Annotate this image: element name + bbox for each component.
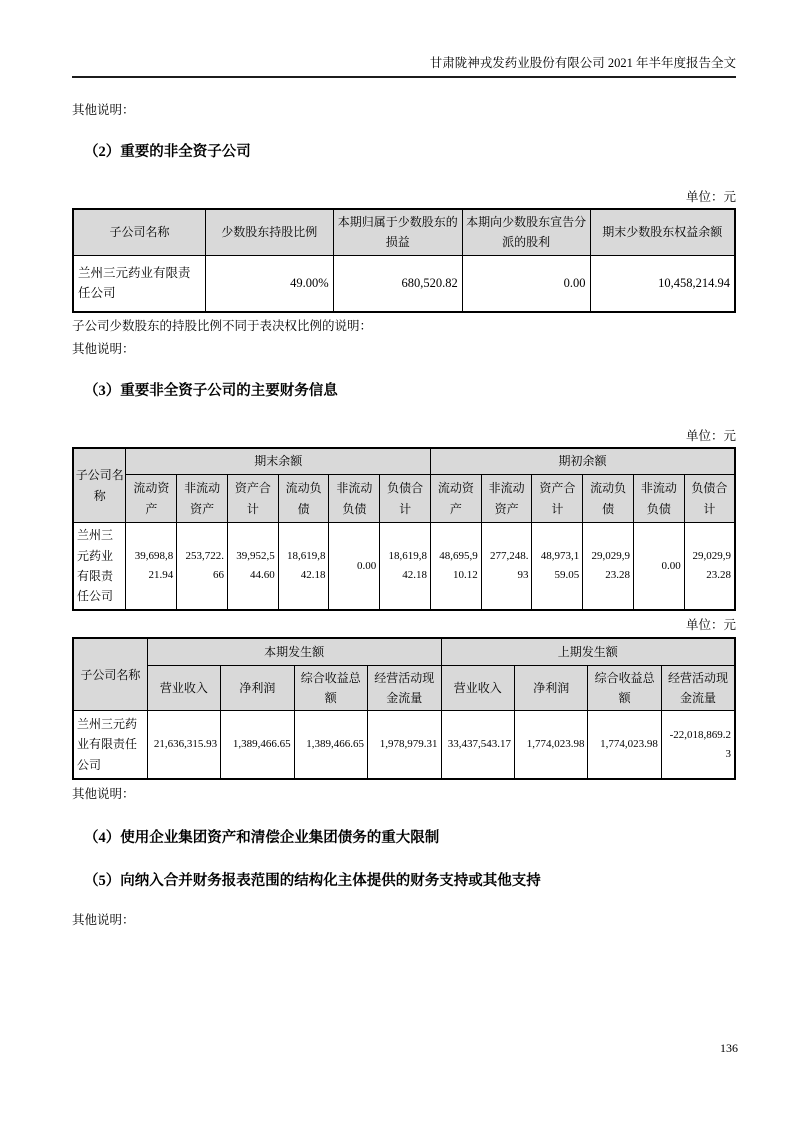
- table3-header-operating-cash-flow-current: 经营活动现金流量: [368, 665, 441, 711]
- table3-cell-net-profit-current: 1,389,466.65: [221, 711, 294, 779]
- table2-header-total-liabilities-end: 负债合计: [380, 475, 431, 523]
- other-note-top: 其他说明：: [72, 103, 135, 118]
- table3-header-net-profit-current: 净利润: [221, 665, 294, 711]
- table1-header-profit-loss: 本期归属于少数股东的损益: [333, 209, 462, 255]
- heading-section-3: （3）重要非全资子公司的主要财务信息: [84, 382, 338, 399]
- table1-header-subsidiary-name: 子公司名称: [73, 209, 205, 255]
- table-important-non-wholly-owned-subsidiaries: [72, 208, 736, 313]
- table1-header-equity-balance: 期末少数股东权益余额: [590, 209, 735, 255]
- table3-header-total-comprehensive-income-current: 综合收益总额: [294, 665, 367, 711]
- table2-cell-name: 兰州三元药业有限责任公司: [73, 523, 126, 610]
- table3-subheader-row: [73, 665, 735, 711]
- table1-cell-ratio: 49.00%: [205, 255, 333, 312]
- table2-cell-current-assets-end: 39,698,821.94: [126, 523, 177, 610]
- page-number: 136: [720, 1041, 738, 1055]
- table2-cell-current-assets-begin: 48,695,910.12: [430, 523, 481, 610]
- table2-header-noncurrent-liabilities-begin: 非流动负债: [633, 475, 684, 523]
- document-header: [72, 55, 736, 78]
- table1-header-dividends: 本期向少数股东宣告分派的股利: [462, 209, 590, 255]
- unit-label-1: 单位：元: [685, 189, 736, 204]
- document-header-title: 甘肃陇神戎发药业股份有限公司 2021 年半年度报告全文: [429, 56, 736, 70]
- table2-header-current-liabilities-begin: 流动负债: [583, 475, 634, 523]
- table2-cell-total-liabilities-end: 18,619,842.18: [380, 523, 431, 610]
- unit-label-3: 单位：元: [685, 617, 736, 632]
- table3-header-subsidiary-name: 子公司名称: [73, 638, 147, 711]
- table3-header-total-comprehensive-income-prior: 综合收益总额: [588, 665, 661, 711]
- table2-group-header-row: [73, 448, 735, 475]
- table2-header-noncurrent-assets-begin: 非流动资产: [481, 475, 532, 523]
- table1-header-minority-ratio: 少数股东持股比例: [205, 209, 333, 255]
- table2-cell-total-liabilities-begin: 29,029,923.28: [684, 523, 735, 610]
- table3-group-current-period: 本期发生额: [147, 638, 441, 665]
- table2-cell-noncurrent-assets-end: 253,722.66: [177, 523, 228, 610]
- table2-header-current-liabilities-end: 流动负债: [278, 475, 329, 523]
- table2-header-total-liabilities-begin: 负债合计: [684, 475, 735, 523]
- table3-header-net-profit-prior: 净利润: [514, 665, 587, 711]
- table2-subheader-row: [73, 475, 735, 523]
- table2-header-noncurrent-assets-end: 非流动资产: [177, 475, 228, 523]
- table2-cell-current-liabilities-end: 18,619,842.18: [278, 523, 329, 610]
- table3-cell-comprehensive-income-prior: 1,774,023.98: [588, 711, 661, 779]
- table3-cell-operating-cash-flow-current: 1,978,979.31: [368, 711, 441, 779]
- table2-header-subsidiary-name: 子公司名称: [73, 448, 126, 523]
- heading-section-5: （5）向纳入合并财务报表范围的结构化主体提供的财务支持或其他支持: [84, 873, 541, 890]
- heading-section-4: （4）使用企业集团资产和清偿企业集团债务的重大限制: [84, 829, 440, 846]
- table2-cell-total-assets-end: 39,952,544.60: [227, 523, 278, 610]
- other-note-bottom: 其他说明：: [72, 912, 135, 927]
- table3-cell-revenue-prior: 33,437,543.17: [441, 711, 514, 779]
- table1-cell-equity-balance: 10,458,214.94: [590, 255, 735, 312]
- table2-data-row: [73, 523, 735, 610]
- table2-header-total-assets-end: 资产合计: [227, 475, 278, 523]
- voting-rights-note: 子公司少数股东的持股比例不同于表决权比例的说明：: [72, 319, 373, 334]
- table1-header-row: [73, 209, 735, 255]
- unit-label-2: 单位：元: [685, 428, 736, 443]
- table3-header-revenue-prior: 营业收入: [441, 665, 514, 711]
- table1-cell-dividends: 0.00: [462, 255, 590, 312]
- table3-header-revenue-current: 营业收入: [147, 665, 220, 711]
- table2-cell-noncurrent-liabilities-end: 0.00: [329, 523, 380, 610]
- heading-section-2: （2）重要的非全资子公司: [84, 144, 251, 161]
- table3-cell-operating-cash-flow-prior: -22,018,869.23: [661, 711, 735, 779]
- table2-cell-noncurrent-liabilities-begin: 0.00: [633, 523, 684, 610]
- table3-cell-comprehensive-income-current: 1,389,466.65: [294, 711, 367, 779]
- table2-cell-total-assets-begin: 48,973,159.05: [532, 523, 583, 610]
- other-note-after-table3: 其他说明：: [72, 786, 135, 801]
- table2-header-total-assets-begin: 资产合计: [532, 475, 583, 523]
- table3-cell-revenue-current: 21,636,315.93: [147, 711, 220, 779]
- table1-cell-profit-loss: 680,520.82: [333, 255, 462, 312]
- table3-cell-name: 兰州三元药业有限责任公司: [73, 711, 147, 779]
- table2-header-noncurrent-liabilities-end: 非流动负债: [329, 475, 380, 523]
- table-subsidiary-balance-sheet: [72, 447, 736, 611]
- table2-cell-current-liabilities-begin: 29,029,923.28: [583, 523, 634, 610]
- table3-header-operating-cash-flow-prior: 经营活动现金流量: [661, 665, 735, 711]
- table2-cell-noncurrent-assets-begin: 277,248.93: [481, 523, 532, 610]
- table1-cell-name: 兰州三元药业有限责任公司: [73, 255, 205, 312]
- table3-data-row: [73, 711, 735, 779]
- table3-group-prior-period: 上期发生额: [441, 638, 735, 665]
- table-subsidiary-income-statement: [72, 637, 736, 780]
- table2-header-current-assets-end: 流动资产: [126, 475, 177, 523]
- table3-group-header-row: [73, 638, 735, 665]
- table2-group-ending-balance: 期末余额: [126, 448, 431, 475]
- table1-data-row: [73, 255, 735, 312]
- other-note-after-table1: 其他说明：: [72, 342, 135, 357]
- table2-header-current-assets-begin: 流动资产: [430, 475, 481, 523]
- table3-cell-net-profit-prior: 1,774,023.98: [514, 711, 587, 779]
- table2-group-beginning-balance: 期初余额: [430, 448, 735, 475]
